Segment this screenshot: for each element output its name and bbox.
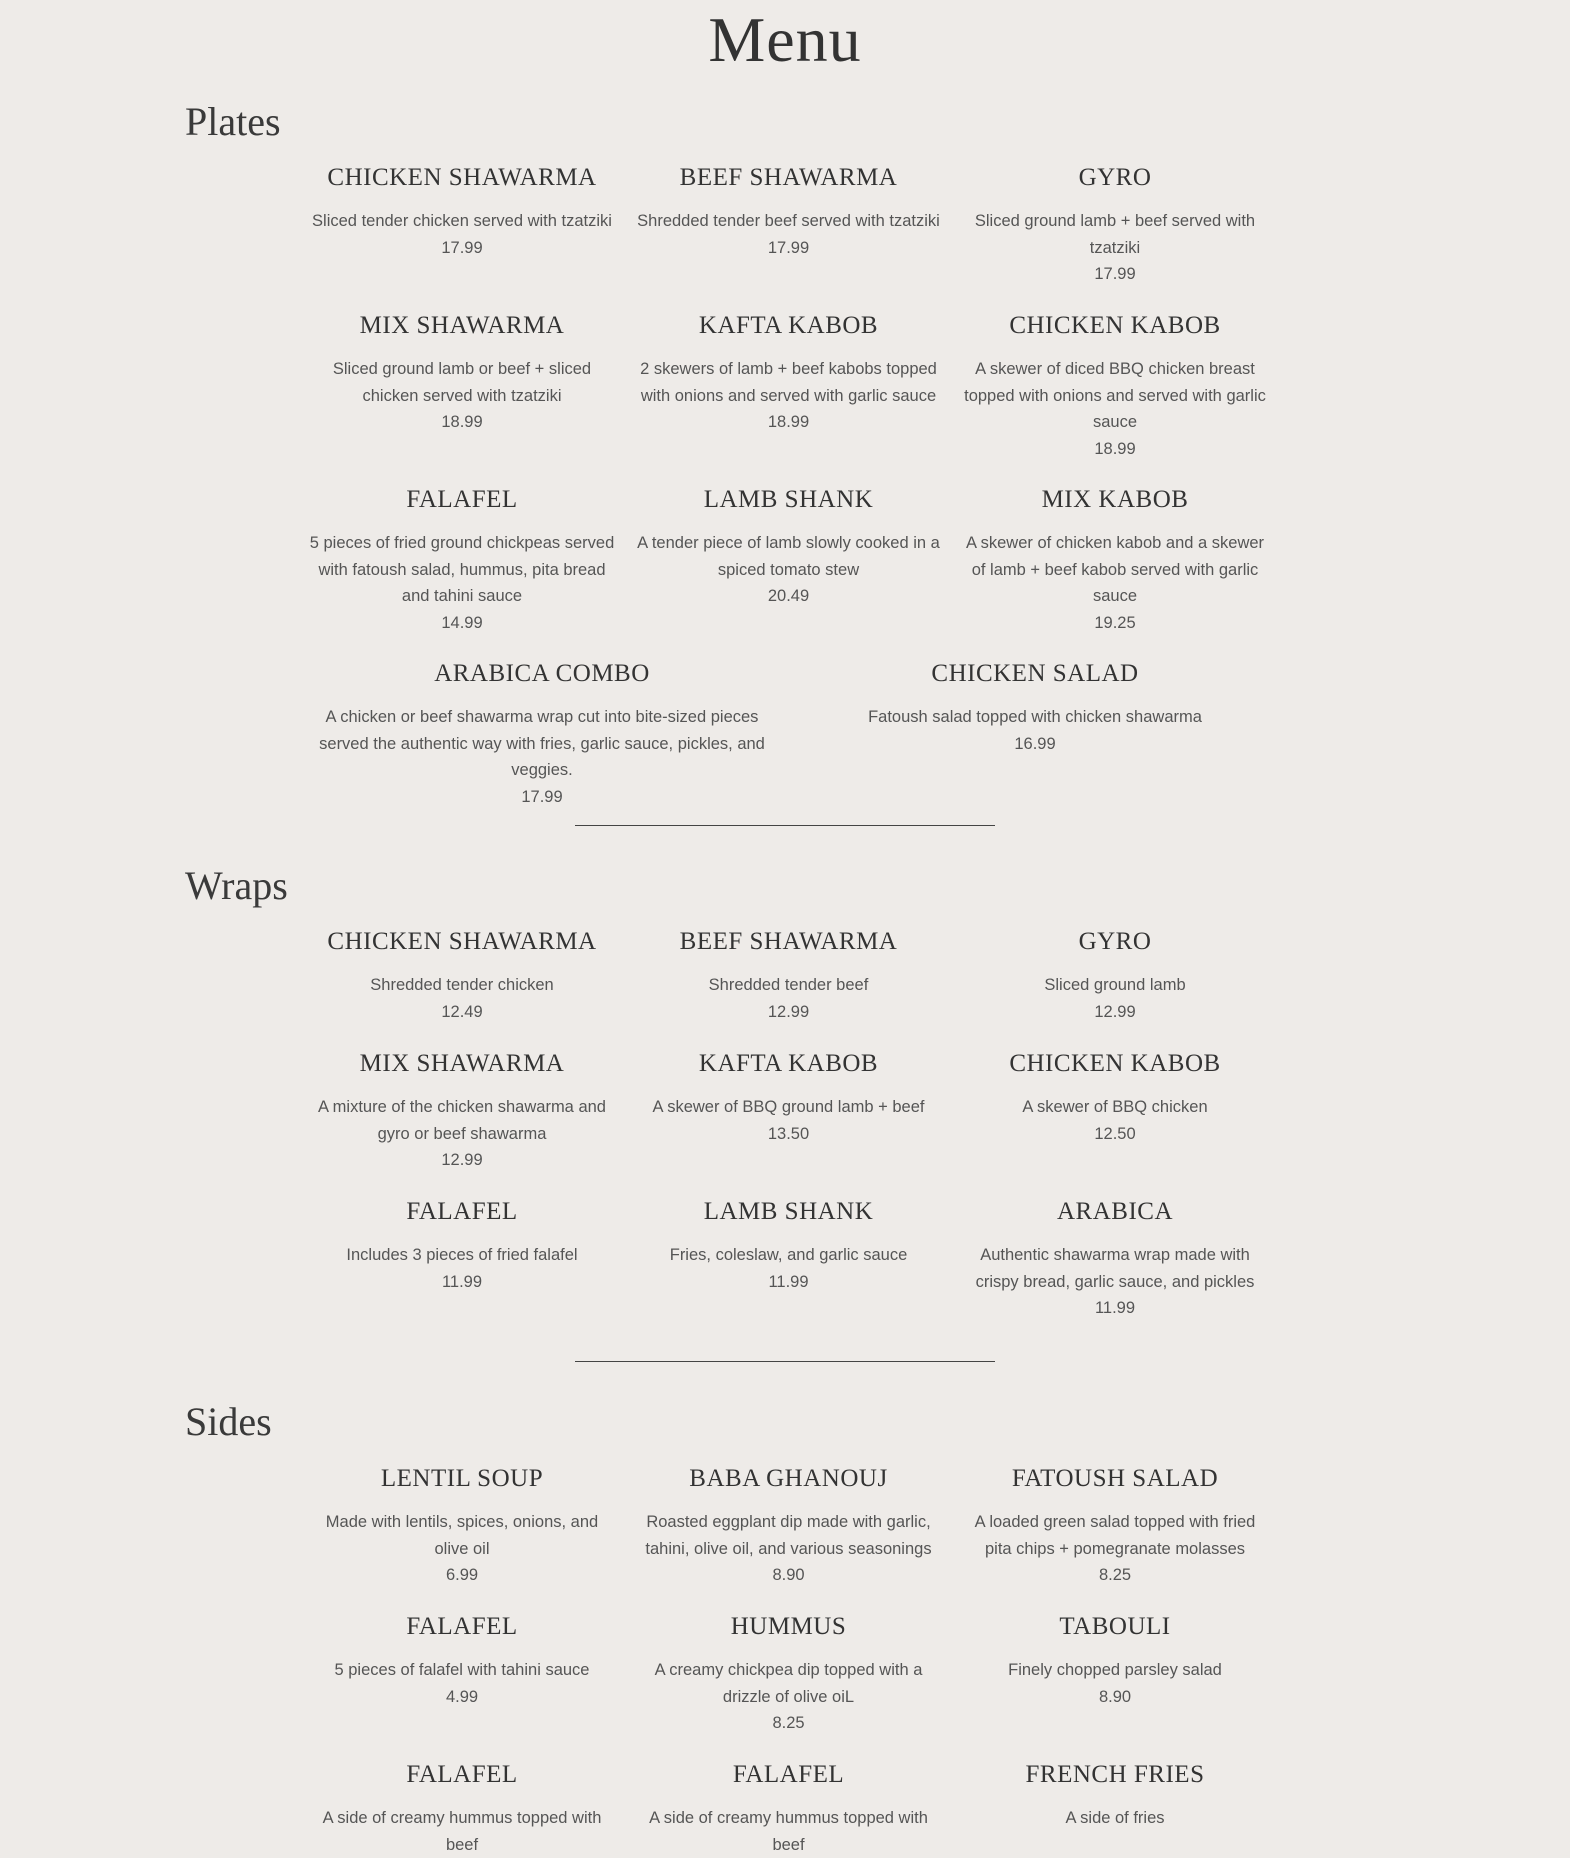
item-description: Finely chopped parsley salad	[1008, 1661, 1222, 1679]
item-name: CHICKEN KABOB	[1009, 1050, 1221, 1077]
item-price: 6.99	[445, 1566, 479, 1584]
item-price: 12.99	[767, 1002, 810, 1021]
menu-item	[634, 162, 944, 310]
item-description: A skewer of chicken kabob and a skewer of lamb + beef kabob served with garlic sauce	[965, 534, 1265, 605]
item-price: 11.99	[1094, 1299, 1136, 1317]
menu-item	[307, 1463, 617, 1611]
item-price: 19.25	[1094, 613, 1136, 632]
item-name: LAMB SHANK	[703, 486, 874, 513]
menu-item	[307, 926, 617, 1048]
menu-item	[960, 1048, 1270, 1196]
item-description: 5 pieces of fried ground chickpeas served with fatoush salad, hummus, pita bread and tahini sauce	[309, 534, 615, 605]
menu-item	[960, 1759, 1270, 1841]
menu-item	[634, 1611, 944, 1759]
menu-item	[307, 162, 617, 310]
menu-item	[307, 1048, 617, 1196]
item-price: 18.99	[1094, 439, 1136, 458]
item-price: 8.90	[1098, 1687, 1132, 1706]
sides-grid	[307, 1463, 1270, 1854]
item-description: A skewer of BBQ ground lamb + beef	[652, 1098, 925, 1116]
plates-row	[307, 310, 1270, 484]
item-price: 17.99	[441, 238, 483, 257]
menu-item	[960, 484, 1270, 658]
menu-item	[960, 1611, 1270, 1759]
item-name: FALAFEL	[406, 1761, 518, 1788]
section-title-plates: Plates	[185, 99, 281, 144]
wraps-row	[307, 926, 1270, 1048]
item-description: Sliced ground lamb	[1044, 976, 1186, 994]
menu-item	[634, 926, 944, 1048]
sides-row	[307, 1463, 1270, 1611]
item-name: ARABICA COMBO	[434, 660, 650, 687]
item-description: 5 pieces of falafel with tahini sauce	[334, 1661, 590, 1679]
item-name: FALAFEL	[732, 1761, 845, 1788]
item-name: CHICKEN SHAWARMA	[327, 928, 597, 955]
item-price: 11.99	[441, 1272, 483, 1291]
item-name: FALAFEL	[406, 1613, 518, 1640]
menu-item	[960, 1196, 1270, 1326]
menu-item	[960, 926, 1270, 1048]
item-price: 12.99	[441, 1151, 483, 1169]
section-title-wraps: Wraps	[185, 863, 288, 908]
section-divider	[575, 825, 995, 826]
menu-item	[307, 1196, 617, 1326]
item-description: A chicken or beef shawarma wrap cut into bite-sized pieces served the authentic way with fries, garlic sauce, pickles, and veggies.	[319, 708, 765, 779]
item-name: FALAFEL	[406, 1198, 518, 1225]
item-price: 12.50	[1094, 1124, 1136, 1143]
item-name: MIX SHAWARMA	[359, 1050, 565, 1077]
item-price: 11.99	[768, 1272, 809, 1291]
item-description: Fries, coleslaw, and garlic sauce	[669, 1246, 908, 1264]
menu-item	[960, 1463, 1270, 1611]
item-description: A side of creamy hummus topped with beef	[649, 1809, 928, 1854]
menu-item	[307, 484, 617, 658]
item-name: BEEF SHAWARMA	[679, 164, 898, 191]
sides-row	[307, 1611, 1270, 1759]
item-description: A side of fries	[1065, 1809, 1165, 1827]
item-name: BEEF SHAWARMA	[679, 928, 898, 955]
plates-row	[307, 484, 1270, 658]
item-name: FRENCH FRIES	[1025, 1761, 1205, 1788]
menu-item	[307, 310, 617, 484]
item-description: Roasted eggplant dip made with garlic, tahini, olive oil, and various seasonings	[645, 1513, 932, 1558]
item-price: 14.99	[441, 613, 483, 632]
plates-row	[307, 162, 1270, 310]
menu-item	[634, 484, 944, 658]
item-name: MIX KABOB	[1041, 486, 1189, 513]
item-name: TABOULI	[1059, 1613, 1171, 1640]
item-name: CHICKEN KABOB	[1009, 312, 1221, 339]
item-name: LAMB SHANK	[703, 1198, 874, 1225]
wraps-row	[307, 1048, 1270, 1196]
item-name: FATOUSH SALAD	[1011, 1465, 1219, 1492]
item-name: KAFTA KABOB	[698, 1050, 879, 1077]
item-name: GYRO	[1078, 928, 1152, 955]
item-description: A creamy chickpea dip topped with a drizzle of olive oiL	[654, 1661, 923, 1706]
item-price: 17.99	[1094, 265, 1136, 283]
menu-title: Menu	[708, 4, 862, 75]
item-price: 12.49	[441, 1002, 483, 1021]
menu-item	[634, 1196, 944, 1326]
plates-row	[307, 658, 1270, 806]
section-divider	[575, 1361, 995, 1362]
wraps-row	[307, 1196, 1270, 1326]
item-price: 17.99	[521, 787, 563, 806]
item-description: Shredded tender chicken	[370, 976, 554, 994]
item-description: A mixture of the chicken shawarma and gyro or beef shawarma	[318, 1098, 606, 1143]
menu-item	[307, 1611, 617, 1759]
item-price: 8.90	[772, 1566, 805, 1584]
menu-item	[634, 310, 944, 484]
menu-item	[800, 658, 1270, 788]
item-description: A tender piece of lamb slowly cooked in a spiced tomato stew	[637, 534, 940, 579]
item-name: MIX SHAWARMA	[359, 312, 565, 339]
section-title-sides: Sides	[185, 1399, 272, 1444]
item-name: FALAFEL	[406, 486, 518, 513]
item-name: CHICKEN SHAWARMA	[327, 164, 597, 191]
item-description: Authentic shawarma wrap made with crispy bread, garlic sauce, and pickles	[975, 1246, 1255, 1291]
item-description: A skewer of diced BBQ chicken breast topped with onions and served with garlic sauce	[964, 360, 1266, 431]
item-description: A skewer of BBQ chicken	[1022, 1098, 1208, 1116]
item-name: ARABICA	[1056, 1198, 1173, 1225]
item-price: 18.99	[767, 413, 810, 431]
item-description: Sliced tender chicken served with tzatziki	[312, 212, 612, 230]
item-description: Fatoush salad topped with chicken shawarma	[868, 708, 1202, 726]
plates-grid	[307, 162, 1270, 806]
menu-item	[634, 1759, 944, 1854]
item-price: 8.25	[772, 1714, 805, 1732]
item-description: Shredded tender beef	[708, 976, 869, 994]
item-description: Includes 3 pieces of fried falafel	[346, 1246, 578, 1264]
menu-item	[634, 1048, 944, 1196]
item-description: 2 skewers of lamb + beef kabobs topped with onions and served with garlic sauce	[640, 360, 937, 405]
item-description: Shredded tender beef served with tzatziki	[637, 212, 940, 230]
item-name: KAFTA KABOB	[698, 312, 879, 339]
item-price: 18.99	[441, 413, 483, 431]
item-price: 16.99	[1014, 734, 1056, 753]
menu-item	[634, 1463, 944, 1611]
menu-item	[307, 658, 777, 806]
item-description: Sliced ground lamb or beef + sliced chicken served with tzatziki	[332, 360, 592, 405]
sides-row	[307, 1759, 1270, 1854]
item-name: CHICKEN SALAD	[931, 660, 1139, 687]
item-name: GYRO	[1078, 164, 1152, 191]
item-name: BABA GHANOUJ	[689, 1465, 888, 1492]
item-price: 12.99	[1094, 1002, 1136, 1021]
item-description: A side of creamy hummus topped with beef	[322, 1809, 602, 1854]
item-description: Sliced ground lamb + beef served with tzatziki	[974, 212, 1256, 257]
wraps-grid	[307, 926, 1270, 1326]
item-price: 17.99	[767, 238, 810, 257]
menu-item	[960, 310, 1270, 484]
menu-item	[307, 1759, 617, 1854]
item-price: 20.49	[767, 587, 810, 605]
item-price: 13.50	[767, 1124, 810, 1143]
item-name: LENTIL SOUP	[380, 1465, 544, 1492]
item-price: 4.99	[445, 1687, 479, 1706]
item-name: HUMMUS	[730, 1613, 847, 1640]
item-description: Made with lentils, spices, onions, and olive oil	[325, 1513, 599, 1558]
item-price: 8.25	[1098, 1566, 1132, 1584]
item-description: A loaded green salad topped with fried pita chips + pomegranate molasses	[974, 1513, 1256, 1558]
menu-item	[960, 162, 1270, 310]
